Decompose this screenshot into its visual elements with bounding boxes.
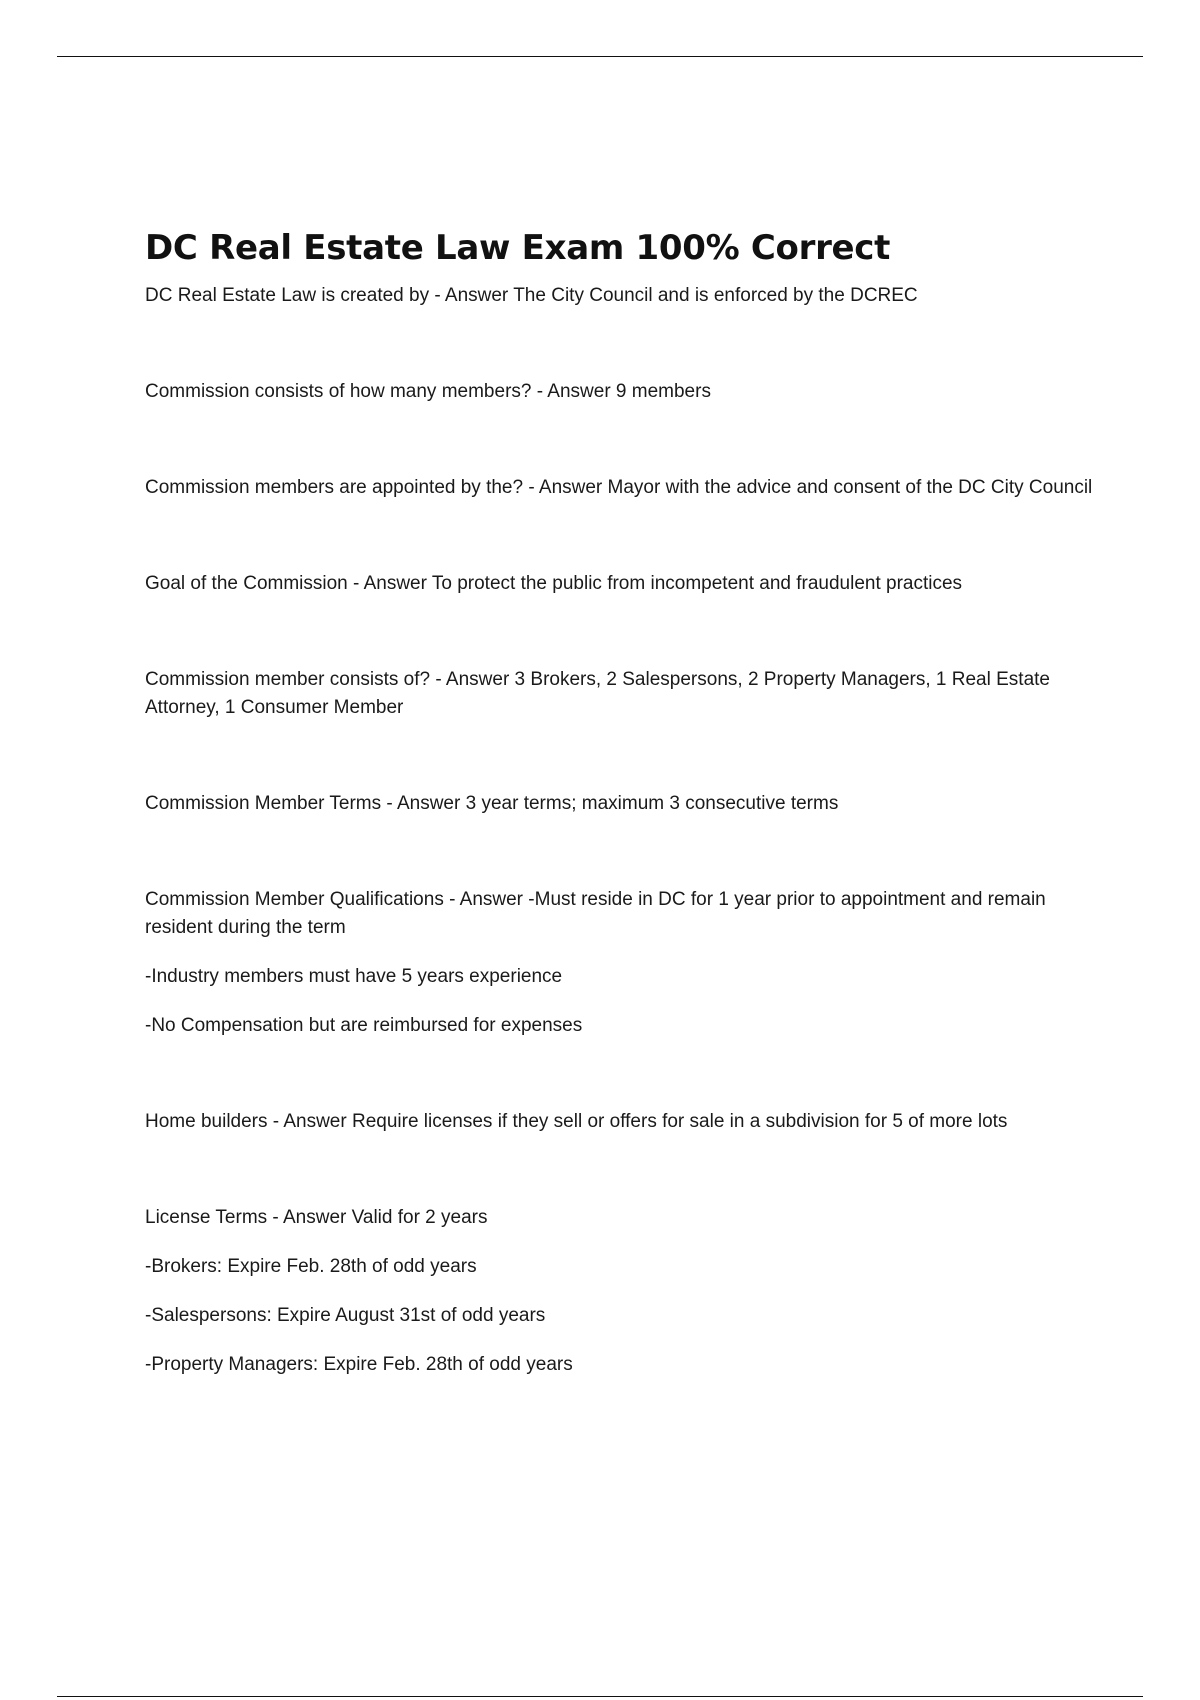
qa-item-3 xyxy=(145,474,1095,502)
qa-text: Commission members are appointed by the? - Answer Mayor with the advice and consent of the DC City Council xyxy=(145,477,1093,498)
qa-text: License Terms - Answer Valid for 2 years xyxy=(145,1207,488,1228)
qa-text: Commission Member Terms - Answer 3 year terms; maximum 3 consecutive terms xyxy=(145,793,839,814)
qa-item-4 xyxy=(145,570,1095,598)
qa-item-1 xyxy=(145,282,1095,310)
qa-text: Commission consists of how many members? - Answer 9 members xyxy=(145,381,711,402)
qa-text: DC Real Estate Law is created by - Answer The City Council and is enforced by the DCREC xyxy=(145,285,918,306)
qa-text: Home builders - Answer Require licenses if they sell or offers for sale in a subdivision for 5 of more lots xyxy=(145,1111,1008,1132)
qa-sub-line: -Industry members must have 5 years experience xyxy=(145,966,563,987)
qa-text: Goal of the Commission - Answer To protect the public from incompetent and fraudulent practices xyxy=(145,573,963,594)
qa-item-8 xyxy=(145,1108,1095,1136)
document-title: DC Real Estate Law Exam 100% Correct xyxy=(145,228,891,268)
qa-sub-line: -Property Managers: Expire Feb. 28th of odd years xyxy=(145,1354,573,1375)
qa-sub-line: -Brokers: Expire Feb. 28th of odd years xyxy=(145,1256,477,1277)
bottom-rule xyxy=(57,1696,1143,1697)
document-body xyxy=(145,226,1095,1379)
qa-text: Commission Member Qualifications - Answer -Must reside in DC for 1 year prior to appointment and remain resident during the term xyxy=(145,889,1046,938)
qa-item-5 xyxy=(145,666,1095,722)
qa-sub-line: -No Compensation but are reimbursed for expenses xyxy=(145,1015,583,1036)
qa-item-6 xyxy=(145,790,1095,818)
qa-item-2 xyxy=(145,378,1095,406)
qa-item-7 xyxy=(145,886,1095,1040)
qa-item-9 xyxy=(145,1204,1095,1379)
qa-text: Commission member consists of? - Answer 3 Brokers, 2 Salespersons, 2 Property Managers, 1 Real Estate Attorney, 1 Consumer Member xyxy=(145,669,1050,718)
top-rule xyxy=(57,56,1143,57)
qa-sub-line: -Salespersons: Expire August 31st of odd years xyxy=(145,1305,546,1326)
